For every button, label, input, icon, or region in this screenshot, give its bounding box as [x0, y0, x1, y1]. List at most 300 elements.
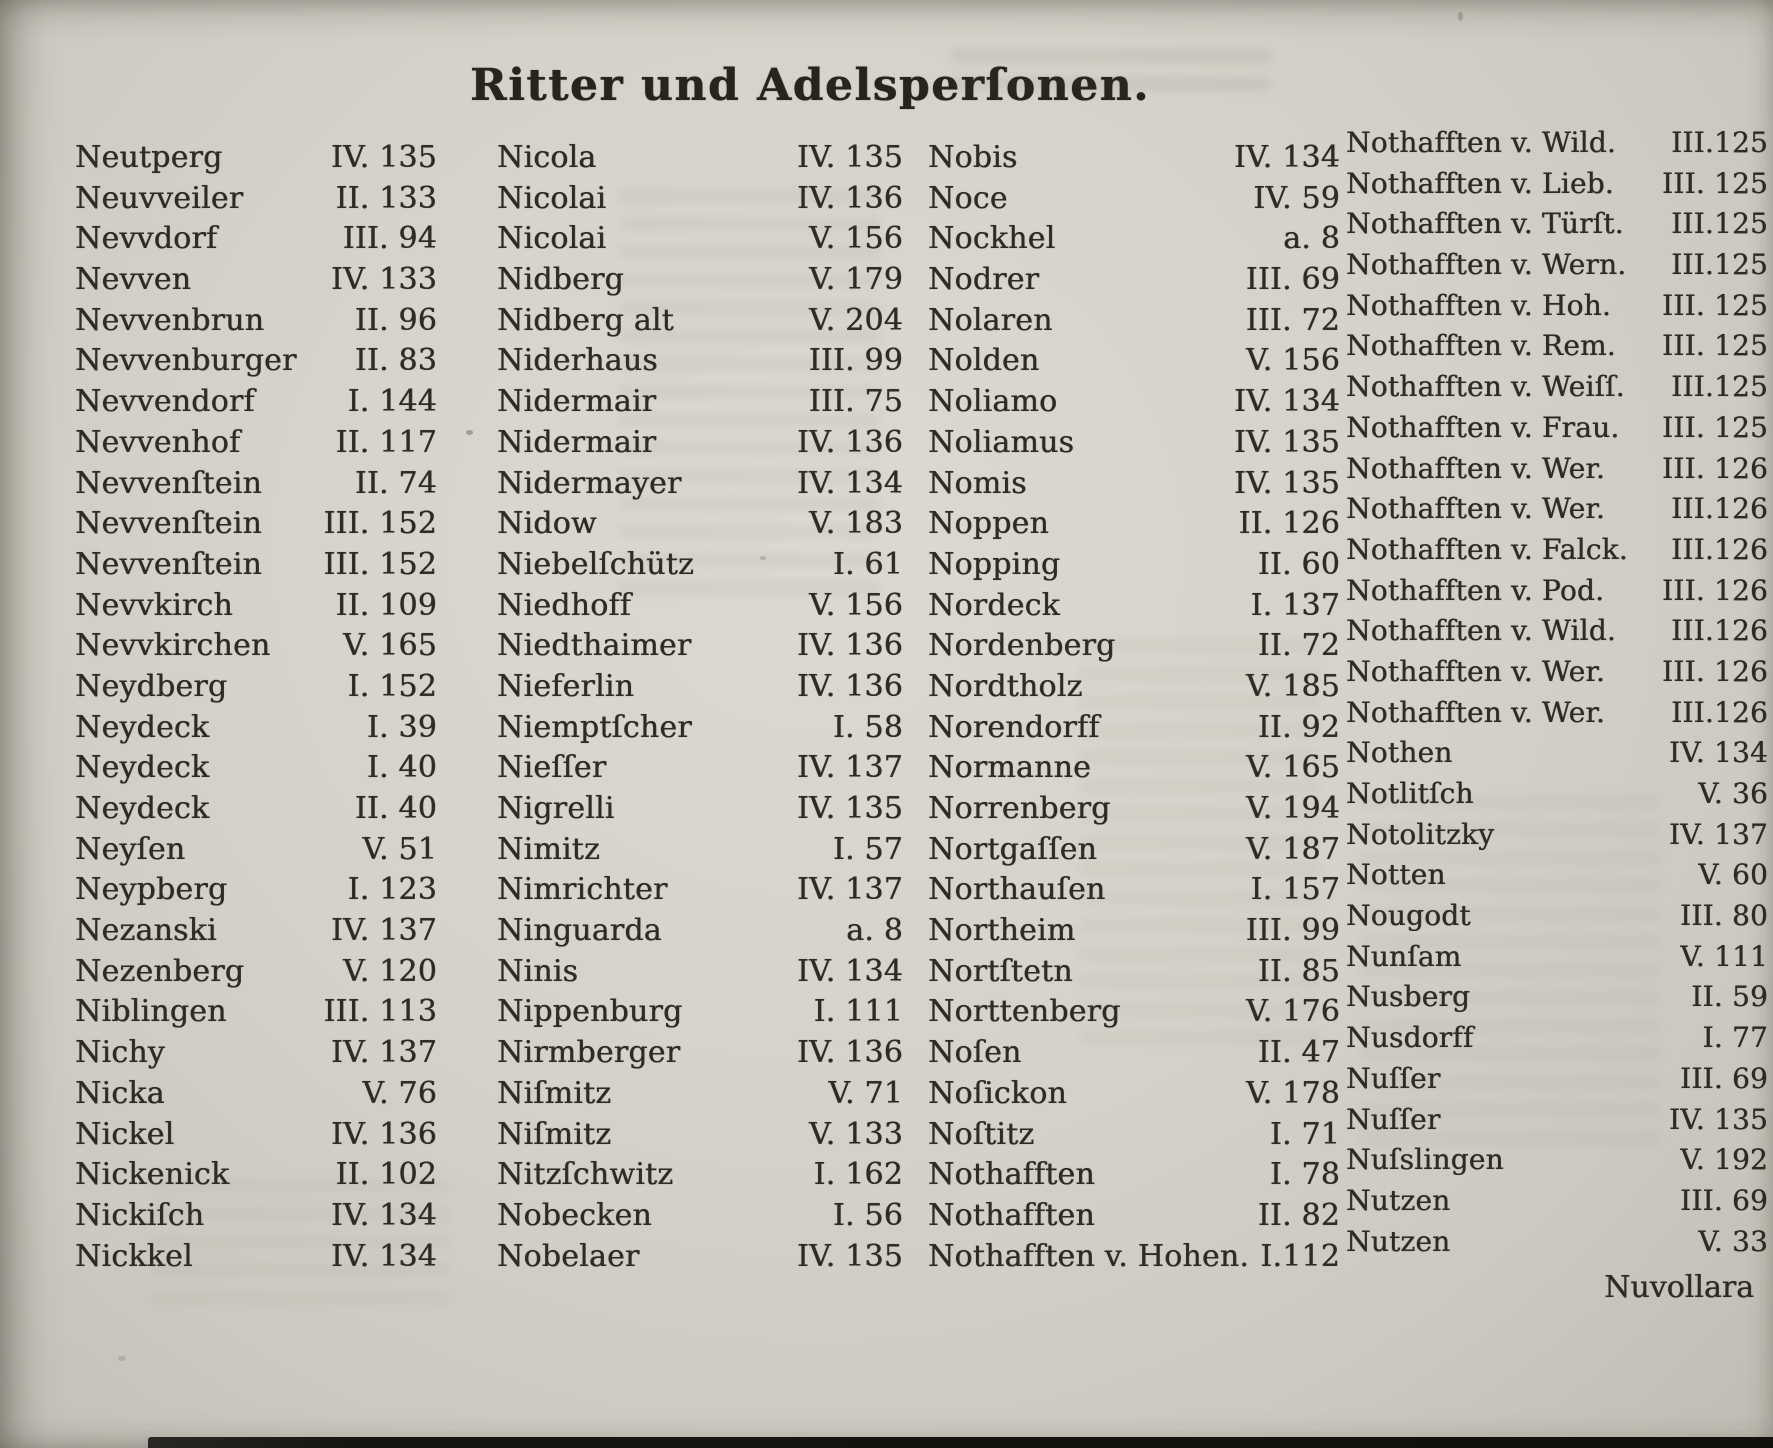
- entry-ref: II. 96: [354, 302, 437, 338]
- index-entry: [497, 140, 903, 181]
- entry-name: Ninis: [497, 953, 579, 989]
- entry-ref: V. 133: [809, 1116, 903, 1152]
- entry-name: Nidow: [497, 506, 597, 542]
- index-entry: [1346, 1062, 1768, 1103]
- paper-speck: [1458, 12, 1463, 21]
- entry-ref: V. 183: [809, 506, 903, 542]
- entry-name: Nutzen: [1346, 1224, 1451, 1258]
- entry-name: Nothafften: [928, 1157, 1095, 1193]
- entry-name: Nolaren: [928, 302, 1053, 338]
- entry-name: Nopping: [928, 546, 1061, 582]
- entry-ref: V. 156: [1246, 343, 1340, 379]
- entry-ref: IV. 137: [796, 872, 903, 908]
- entry-name: Nimrichter: [497, 872, 668, 908]
- entry-name: Nuſſer: [1346, 1061, 1441, 1095]
- entry-name: Notlitſch: [1346, 777, 1474, 810]
- entry-ref: IV. 136: [796, 180, 903, 216]
- index-entry: [928, 140, 1340, 181]
- index-entry: [928, 872, 1340, 913]
- index-entry: [928, 994, 1340, 1035]
- index-entry: [75, 832, 437, 873]
- entry-ref: II. 126: [1238, 506, 1340, 542]
- index-entry: [75, 140, 437, 181]
- index-entry: [1346, 289, 1768, 330]
- index-entry: [1346, 452, 1768, 493]
- entry-ref: III. 113: [323, 994, 437, 1030]
- entry-ref: III.126: [1671, 532, 1768, 566]
- entry-name: Niſmitz: [497, 1116, 612, 1152]
- entry-name: Nusberg: [1346, 980, 1471, 1014]
- index-entry: [1346, 655, 1768, 696]
- entry-name: Nicolai: [497, 180, 607, 216]
- entry-name: Nothafften v. Hoh.: [1346, 288, 1611, 322]
- entry-ref: I. 71: [1269, 1116, 1340, 1152]
- index-entry: [928, 384, 1340, 425]
- entry-name: Nezanski: [75, 913, 217, 949]
- entry-name: Nezenberg: [75, 953, 245, 989]
- entry-ref: V. 204: [809, 302, 903, 338]
- paper-speck: [118, 1356, 126, 1361]
- index-entry: [1346, 1021, 1768, 1062]
- entry-ref: II. 72: [1257, 628, 1340, 664]
- entry-ref: V. 156: [809, 587, 903, 623]
- entry-name: Nothafften v. Lieb.: [1346, 166, 1614, 200]
- index-entry: [75, 710, 437, 751]
- index-column-2: [497, 140, 903, 1279]
- entry-ref: IV. 135: [330, 140, 437, 175]
- entry-ref: III.125: [1671, 207, 1768, 241]
- entry-ref: II. 117: [335, 424, 437, 460]
- entry-name: Neypberg: [75, 872, 228, 908]
- entry-ref: a. 8: [846, 913, 903, 949]
- index-entry: [497, 343, 903, 384]
- index-entry: [75, 425, 437, 466]
- entry-name: Nichy: [75, 1035, 165, 1071]
- index-entry: [75, 262, 437, 303]
- entry-name: Neyſen: [75, 831, 186, 867]
- index-entry: [1346, 777, 1768, 818]
- entry-name: Nevvenhof: [75, 424, 241, 460]
- entry-name: Neutperg: [75, 140, 223, 175]
- entry-name: Nothafften v. Frau.: [1346, 410, 1620, 444]
- index-entry: [928, 1239, 1340, 1280]
- entry-ref: IV. 136: [796, 668, 903, 704]
- entry-ref: III. 152: [323, 506, 437, 542]
- entry-ref: IV. 133: [330, 262, 437, 298]
- entry-ref: III. 125: [1661, 329, 1768, 363]
- entry-name: Nicka: [75, 1075, 165, 1111]
- index-entry: [928, 1117, 1340, 1158]
- index-entry: [1346, 818, 1768, 859]
- index-entry: [75, 466, 437, 507]
- index-entry: [75, 1035, 437, 1076]
- entry-ref: IV. 136: [330, 1116, 437, 1152]
- entry-name: Nusdorff: [1346, 1021, 1474, 1055]
- entry-ref: IV. 134: [796, 953, 903, 989]
- entry-ref: II. 74: [354, 465, 437, 501]
- entry-name: Noſickon: [928, 1075, 1067, 1111]
- entry-name: Noppen: [928, 506, 1049, 542]
- entry-ref: III. 125: [1661, 166, 1768, 200]
- index-entry: [1346, 1103, 1768, 1144]
- entry-ref: II. 40: [354, 791, 437, 826]
- entry-name: Nickenick: [75, 1157, 230, 1193]
- entry-ref: II. 59: [1691, 980, 1768, 1014]
- entry-name: Nicolai: [497, 221, 607, 257]
- entry-name: Nothafften v. Wern.: [1346, 248, 1627, 282]
- entry-name: Nevvenbrun: [75, 302, 265, 338]
- entry-name: Nordeck: [928, 587, 1060, 623]
- index-entry: [1346, 329, 1768, 370]
- entry-name: Nevvenſtein: [75, 546, 263, 582]
- index-entry: [75, 954, 437, 995]
- index-entry: [928, 1157, 1340, 1198]
- entry-ref: III.125: [1671, 370, 1768, 404]
- index-entry: [1346, 736, 1768, 777]
- entry-name: Normanne: [928, 750, 1091, 786]
- entry-ref: I. 57: [832, 831, 903, 867]
- entry-name: Nordenberg: [928, 628, 1116, 664]
- entry-ref: V. 192: [1680, 1143, 1768, 1177]
- entry-name: Nutzen: [1346, 1183, 1451, 1217]
- index-entry: [1346, 1225, 1768, 1266]
- entry-name: Nomis: [928, 465, 1027, 501]
- index-entry: [928, 303, 1340, 344]
- index-entry: [497, 181, 903, 222]
- entry-name: Nothafften v. Türſt.: [1346, 207, 1624, 241]
- index-entry: [928, 750, 1340, 791]
- entry-name: Nothafften v. Pod.: [1346, 573, 1605, 607]
- index-entry: [1346, 533, 1768, 574]
- entry-name: Northeim: [928, 913, 1076, 949]
- entry-ref: IV. 134: [1668, 736, 1768, 770]
- entry-ref: V. 51: [362, 831, 437, 867]
- entry-ref: V. 33: [1698, 1224, 1768, 1258]
- entry-name: Nidberg alt: [497, 302, 674, 338]
- entry-ref: IV. 137: [330, 913, 437, 949]
- index-entry: [497, 506, 903, 547]
- index-entry: [1346, 574, 1768, 615]
- index-entry: [497, 384, 903, 425]
- index-entry: [1346, 614, 1768, 655]
- index-entry: [928, 588, 1340, 629]
- index-entry: [1346, 126, 1768, 167]
- entry-name: Nuſſer: [1346, 1102, 1441, 1136]
- entry-ref: III. 125: [1661, 410, 1768, 444]
- index-entry: [497, 1198, 903, 1239]
- entry-name: Nothafften v. Weiſſ.: [1346, 370, 1625, 404]
- index-entry: [75, 628, 437, 669]
- entry-ref: IV. 136: [796, 424, 903, 460]
- entry-ref: III. 94: [342, 221, 437, 257]
- entry-ref: IV. 134: [330, 1197, 437, 1233]
- entry-name: Nockhel: [928, 221, 1056, 257]
- entry-ref: III. 72: [1245, 302, 1340, 338]
- entry-name: Nothafften v. Hohen.: [928, 1238, 1250, 1274]
- entry-name: Nevvenſtein: [75, 465, 263, 501]
- entry-ref: I. 40: [366, 750, 437, 786]
- entry-ref: V. 60: [1698, 858, 1768, 892]
- index-entry: [75, 1198, 437, 1239]
- entry-name: Norrenberg: [928, 791, 1111, 826]
- index-entry: [928, 1035, 1340, 1076]
- entry-name: Neuvveiler: [75, 180, 244, 216]
- entry-ref: IV. 134: [1233, 384, 1340, 420]
- index-entry: [497, 710, 903, 751]
- index-entry: [497, 1076, 903, 1117]
- index-entry: [1346, 899, 1768, 940]
- entry-ref: V. 178: [1246, 1075, 1340, 1111]
- index-entry: [928, 181, 1340, 222]
- entry-ref: III. 99: [808, 343, 903, 379]
- entry-ref: IV. 135: [796, 1238, 903, 1274]
- entry-ref: III. 126: [1661, 654, 1768, 688]
- entry-ref: V. 165: [343, 628, 437, 664]
- index-entry: [928, 832, 1340, 873]
- entry-name: Nothafften v. Wer.: [1346, 654, 1605, 688]
- entry-name: Nieſſer: [497, 750, 607, 786]
- entry-ref: III. 69: [1245, 262, 1340, 298]
- entry-name: Nickel: [75, 1116, 175, 1152]
- entry-name: Nothafften v. Rem.: [1346, 329, 1616, 363]
- index-entry: [75, 872, 437, 913]
- entry-name: Nothafften: [928, 1197, 1095, 1233]
- entry-ref: IV. 59: [1253, 180, 1340, 216]
- index-entry: [928, 628, 1340, 669]
- index-entry: [1346, 167, 1768, 208]
- entry-ref: I. 77: [1702, 1021, 1768, 1055]
- entry-ref: III. 126: [1661, 451, 1768, 485]
- index-entry: [75, 1117, 437, 1158]
- entry-ref: V. 71: [828, 1075, 903, 1111]
- entry-name: Nidermair: [497, 384, 657, 420]
- index-entry: [1346, 207, 1768, 248]
- index-entry: [497, 1239, 903, 1280]
- index-entry: [1346, 1143, 1768, 1184]
- entry-ref: I. 162: [813, 1157, 903, 1193]
- entry-name: Noliamus: [928, 424, 1075, 460]
- entry-name: Norendorff: [928, 709, 1100, 745]
- entry-name: Nippenburg: [497, 994, 683, 1030]
- index-entry: [928, 710, 1340, 751]
- entry-ref: V. 176: [1246, 994, 1340, 1030]
- index-entry: [497, 547, 903, 588]
- entry-name: Nevven: [75, 262, 192, 298]
- entry-name: Notolitzky: [1346, 817, 1495, 851]
- entry-name: Nidermayer: [497, 465, 682, 501]
- entry-name: Nordtholz: [928, 668, 1083, 704]
- index-entry: [497, 791, 903, 832]
- entry-name: Niſmitz: [497, 1075, 612, 1111]
- entry-name: Neydeck: [75, 791, 210, 826]
- paper-speck: [760, 556, 766, 560]
- index-entry: [497, 832, 903, 873]
- entry-ref: V. 194: [1246, 791, 1340, 826]
- index-entry: [1346, 940, 1768, 981]
- entry-ref: V. 165: [1246, 750, 1340, 786]
- index-entry: [75, 343, 437, 384]
- entry-name: Niderhaus: [497, 343, 658, 379]
- index-entry: [497, 303, 903, 344]
- entry-name: Nothafften v. Wer.: [1346, 451, 1605, 485]
- entry-ref: I. 123: [347, 872, 437, 908]
- index-entry: [497, 466, 903, 507]
- index-entry: [928, 1076, 1340, 1117]
- entry-name: Nuſslingen: [1346, 1143, 1504, 1177]
- entry-name: Nodrer: [928, 262, 1040, 298]
- index-entry: [1346, 1184, 1768, 1225]
- entry-ref: II. 60: [1257, 546, 1340, 582]
- entry-ref: I. 58: [832, 709, 903, 745]
- entry-ref: IV. 136: [796, 628, 903, 664]
- index-entry: [928, 547, 1340, 588]
- entry-name: Nothafften v. Wer.: [1346, 695, 1605, 729]
- entry-name: Nicola: [497, 140, 597, 175]
- index-entry: [497, 913, 903, 954]
- index-entry: [1346, 980, 1768, 1021]
- index-entry: [497, 262, 903, 303]
- index-column-1: [75, 140, 437, 1279]
- index-entry: [928, 1198, 1340, 1239]
- entry-ref: II. 92: [1257, 709, 1340, 745]
- index-entry: [75, 1076, 437, 1117]
- index-entry: [75, 791, 437, 832]
- entry-name: Noliamo: [928, 384, 1058, 420]
- index-entry: [497, 1157, 903, 1198]
- index-entry: [928, 506, 1340, 547]
- entry-ref: III. 126: [1661, 573, 1768, 607]
- index-entry: [75, 588, 437, 629]
- entry-name: Nothen: [1346, 736, 1453, 770]
- page-title: Ritter und Adelsperſonen.: [470, 60, 1150, 111]
- index-entry: [928, 466, 1340, 507]
- entry-ref: III.126: [1671, 695, 1768, 729]
- entry-ref: V. 179: [809, 262, 903, 298]
- entry-ref: II. 83: [354, 343, 437, 379]
- entry-name: Noce: [928, 180, 1008, 216]
- entry-ref: a. 8: [1283, 221, 1340, 257]
- entry-ref: III.126: [1671, 492, 1768, 526]
- entry-ref: IV. 134: [1233, 140, 1340, 175]
- entry-name: Nothafften v. Wild.: [1346, 126, 1616, 159]
- entry-name: Nickiſch: [75, 1197, 205, 1233]
- entry-name: Nevvkirchen: [75, 628, 271, 664]
- index-entry: [75, 1239, 437, 1280]
- entry-ref: II. 102: [335, 1157, 437, 1193]
- entry-name: Nothafften v. Wild.: [1346, 614, 1616, 648]
- entry-name: Nidermair: [497, 424, 657, 460]
- index-entry: [497, 425, 903, 466]
- entry-ref: V. 156: [809, 221, 903, 257]
- entry-name: Niemptſcher: [497, 709, 692, 745]
- entry-name: Northauſen: [928, 872, 1106, 908]
- entry-ref: III.125: [1671, 126, 1768, 159]
- index-entry: [75, 506, 437, 547]
- entry-ref: I. 152: [347, 668, 437, 704]
- index-entry: [928, 425, 1340, 466]
- index-entry: [497, 588, 903, 629]
- entry-ref: III. 99: [1245, 913, 1340, 949]
- entry-name: Nirmberger: [497, 1035, 681, 1071]
- index-entry: [1346, 492, 1768, 533]
- index-column-4: [1346, 126, 1768, 1305]
- index-entry: [928, 954, 1340, 995]
- entry-ref: I. 111: [813, 994, 903, 1030]
- entry-name: Niedthaimer: [497, 628, 692, 664]
- index-entry: [1346, 858, 1768, 899]
- entry-ref: IV. 137: [1668, 817, 1768, 851]
- entry-ref: III. 125: [1661, 288, 1768, 322]
- entry-name: Noſen: [928, 1035, 1022, 1071]
- entry-name: Nothafften v. Falck.: [1346, 532, 1628, 566]
- entry-ref: I. 56: [832, 1197, 903, 1233]
- entry-name: Neydberg: [75, 668, 228, 704]
- entry-ref: IV. 136: [796, 1035, 903, 1071]
- entry-ref: IV. 135: [1233, 424, 1340, 460]
- entry-ref: I. 137: [1250, 587, 1340, 623]
- entry-ref: I. 144: [347, 384, 437, 420]
- entry-ref: I. 157: [1250, 872, 1340, 908]
- entry-name: Nougodt: [1346, 899, 1471, 933]
- index-entry: [497, 750, 903, 791]
- entry-name: Neydeck: [75, 750, 210, 786]
- entry-ref: I. 61: [832, 546, 903, 582]
- index-entry: [497, 872, 903, 913]
- entry-ref: IV. 134: [330, 1238, 437, 1274]
- entry-ref: IV. 137: [796, 750, 903, 786]
- entry-ref: III.126: [1671, 614, 1768, 648]
- entry-ref: I. 78: [1269, 1157, 1340, 1193]
- entry-name: Nortſtetn: [928, 953, 1073, 989]
- entry-name: Niebelſchütz: [497, 546, 694, 582]
- entry-name: Nigrelli: [497, 791, 615, 826]
- entry-name: Ninguarda: [497, 913, 662, 949]
- entry-name: Nobecken: [497, 1197, 652, 1233]
- entry-ref: V. 111: [1680, 939, 1768, 973]
- index-entry: [928, 262, 1340, 303]
- entry-ref: IV. 135: [796, 791, 903, 826]
- index-entry: [497, 628, 903, 669]
- index-entry: [497, 1117, 903, 1158]
- entry-name: Nevvenburger: [75, 343, 297, 379]
- entry-name: Noſtitz: [928, 1116, 1035, 1152]
- index-entry: [928, 791, 1340, 832]
- entry-name: Norttenberg: [928, 994, 1121, 1030]
- index-entry: [928, 669, 1340, 710]
- entry-name: Nickkel: [75, 1238, 193, 1274]
- index-entry: [928, 343, 1340, 384]
- index-entry: [75, 994, 437, 1035]
- entry-ref: III.125: [1671, 248, 1768, 282]
- index-entry: [75, 547, 437, 588]
- index-entry: [1346, 370, 1768, 411]
- entry-ref: V. 185: [1246, 668, 1340, 704]
- entry-ref: V. 36: [1698, 777, 1768, 810]
- entry-ref: III. 69: [1679, 1061, 1768, 1095]
- index-entry: [497, 221, 903, 262]
- catchword: Nuvollara: [1604, 1270, 1754, 1306]
- entry-name: Nevvendorf: [75, 384, 255, 420]
- entry-ref: I.112: [1260, 1238, 1340, 1274]
- entry-name: Neydeck: [75, 709, 210, 745]
- entry-ref: II. 85: [1257, 953, 1340, 989]
- paper-speck: [466, 430, 473, 435]
- entry-name: Nimitz: [497, 831, 600, 867]
- entry-name: Nolden: [928, 343, 1040, 379]
- entry-ref: IV. 135: [1668, 1102, 1768, 1136]
- entry-ref: III. 80: [1679, 899, 1768, 933]
- entry-name: Nevvkirch: [75, 587, 233, 623]
